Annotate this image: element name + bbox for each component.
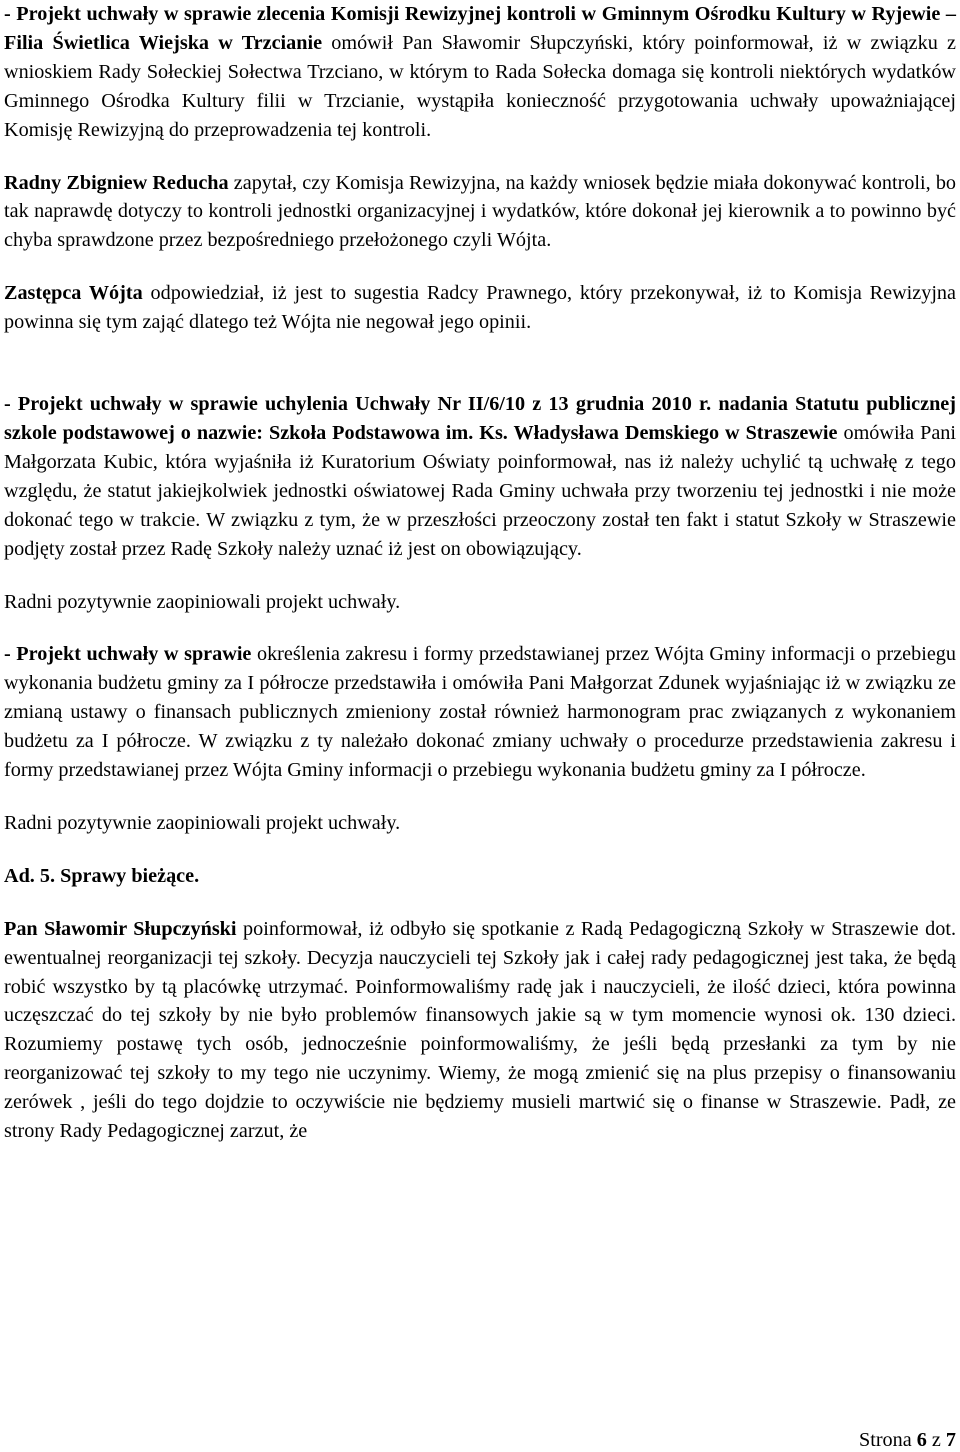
paragraph-text: zapytał, czy Komisja Rewizyjna, na każdy wniosek będzie miała dokonywać kontroli, bo tak naprawdę dotyczy to kontroli jednostki organizacyjnej i wydatków, które dokonał jej kierownik a to powinno być chyba sprawdzone przez bezpośredniego przełożonego czyli Wójta. bbox=[4, 171, 957, 252]
document-body bbox=[4, 0, 956, 1146]
paragraph-opinion-1 bbox=[4, 588, 956, 617]
paragraph-heading: - Projekt uchwały w sprawie bbox=[4, 643, 252, 666]
paragraph-radny-reducha bbox=[4, 169, 956, 256]
total-pages-number: 7 bbox=[945, 1429, 956, 1451]
paragraph-statut-szkoly-resolution bbox=[4, 390, 956, 563]
paragraph-text: poinformował, iż odbyło się spotkanie z Radą Pedagogiczną Szkoły w Straszewie dot. ewentualnej reorganizacji tej szkoły. Decyzja nauczycieli tej Szkoły jak i całej rady pedagogicznej jest taka, że będą robić wszystko by tą placówkę utrzymać. Poinformowaliśmy radę jak i nauczycieli, że ilość dzieci, która powinna uczęszczać do tej szkoły by nie było problemów finansowych jakie są w tym momencie wynosi ok. 130 dzieci. Rozumiemy postawę tych osób, jednocześnie poinformowaliśmy, że jeśli będą przesłanki za tym by nie reorganizować tej szkoły to my tego nie uczynimy. Wiemy, że mogą zmienić się na plus przepisy o finansowaniu zerówek , jeśli do tego dojdzie to oczywiście nie będziemy musieli martwić się o finanse w Straszewie. Padł, ze strony Rady Pedagogicznej zarzut, że bbox=[4, 917, 956, 1143]
section-heading-sprawy-biezace bbox=[4, 862, 956, 891]
page-number-prefix: Strona bbox=[858, 1429, 917, 1451]
paragraph-heading: - Projekt uchwały w sprawie zlecenia Komisji Rewizyjnej kontroli w Gminnym Ośrodku Kultury w Ryjewie – Filia Świetlica Wiejska w Trzcianie bbox=[4, 3, 956, 54]
paragraph-heading: - Projekt uchwały w sprawie uchylenia Uchwały Nr II/6/10 z 13 grudnia 2010 r. nadania Statutu publicznej szkole podstawowej o nazwie: Szkoła Podstawowa im. Ks. Władysława Demskiego w Straszewie bbox=[4, 393, 956, 444]
section-heading: Ad. 5. Sprawy bieżące. bbox=[4, 864, 200, 887]
paragraph-text: omówiła Pani Małgorzata Kubic, która wyjaśniła iż Kuratorium Oświaty poinformował, nas iż należy uchylić tą uchwałę z tego względu, że statut jakiejkolwiek jednostki oświatowej Rada Gminy uchwała przy tworzeniu tej jednostki i nie może dokonać tego w trakcie. W związku z tym, że w przeszłości przeoczony został ten fakt i statut Szkoły w Straszewie podjęty został przez Radę Szkoły należy uznać iż jest on obowiązujący. bbox=[4, 421, 956, 560]
speaker-name: Radny Zbigniew Reducha bbox=[4, 171, 229, 194]
paragraph-zastepca-wojta bbox=[4, 279, 956, 337]
paragraph-slupczynski-report bbox=[4, 915, 956, 1146]
paragraph-budzet-resolution bbox=[4, 640, 956, 785]
paragraph-text: określenia zakresu i formy przedstawianej przez Wójta Gminy informacji o przebiegu wykonania budżetu gminy za I półrocze przedstawiła i omówiła Pani Małgorzat Zdunek wyjaśniając iż w związku ze zmianą ustawy o finansach publicznych zmieniony został również harmonogram prac związanych z wykonaniem budżetu za I półrocze. W związku z ty należało dokonać zmiany uchwały o procedurze przedstawienia zakresu i formy przedstawianej przez Wójta Gminy informacji o przebiegu wykonania budżetu gminy za I półrocze. bbox=[4, 643, 956, 782]
paragraph-opinion-2 bbox=[4, 809, 956, 838]
paragraph-text: Radni pozytywnie zaopiniowali projekt uchwały. bbox=[4, 590, 401, 613]
page-number-separator: z bbox=[926, 1429, 946, 1451]
current-page-number: 6 bbox=[916, 1429, 927, 1451]
page-number-footer bbox=[859, 1428, 956, 1452]
paragraph-komisja-rewizyjna-resolution bbox=[4, 0, 956, 145]
paragraph-text: omówił Pan Sławomir Słupczyński, który poinformował, iż w związku z wnioskiem Rady Sołeckiej Sołectwa Trzciano, w którym to Rada Sołecka domaga się kontroli niektórych wydatków Gminnego Ośrodka Kultury filii w Trzcianie, wystąpiła konieczność przygotowania uchwały upoważniającej Komisję Rewizyjną do przeprowadzenia tej kontroli. bbox=[4, 31, 956, 141]
speaker-name: Pan Sławomir Słupczyński bbox=[4, 917, 237, 940]
paragraph-text: odpowiedział, iż jest to sugestia Radcy Prawnego, który przekonywał, iż to Komisja Rewizyjna powinna się tym zająć dlatego też Wójta nie negował jego opinii. bbox=[4, 282, 956, 334]
paragraph-text: Radni pozytywnie zaopiniowali projekt uchwały. bbox=[4, 811, 401, 834]
speaker-name: Zastępca Wójta bbox=[4, 282, 143, 305]
